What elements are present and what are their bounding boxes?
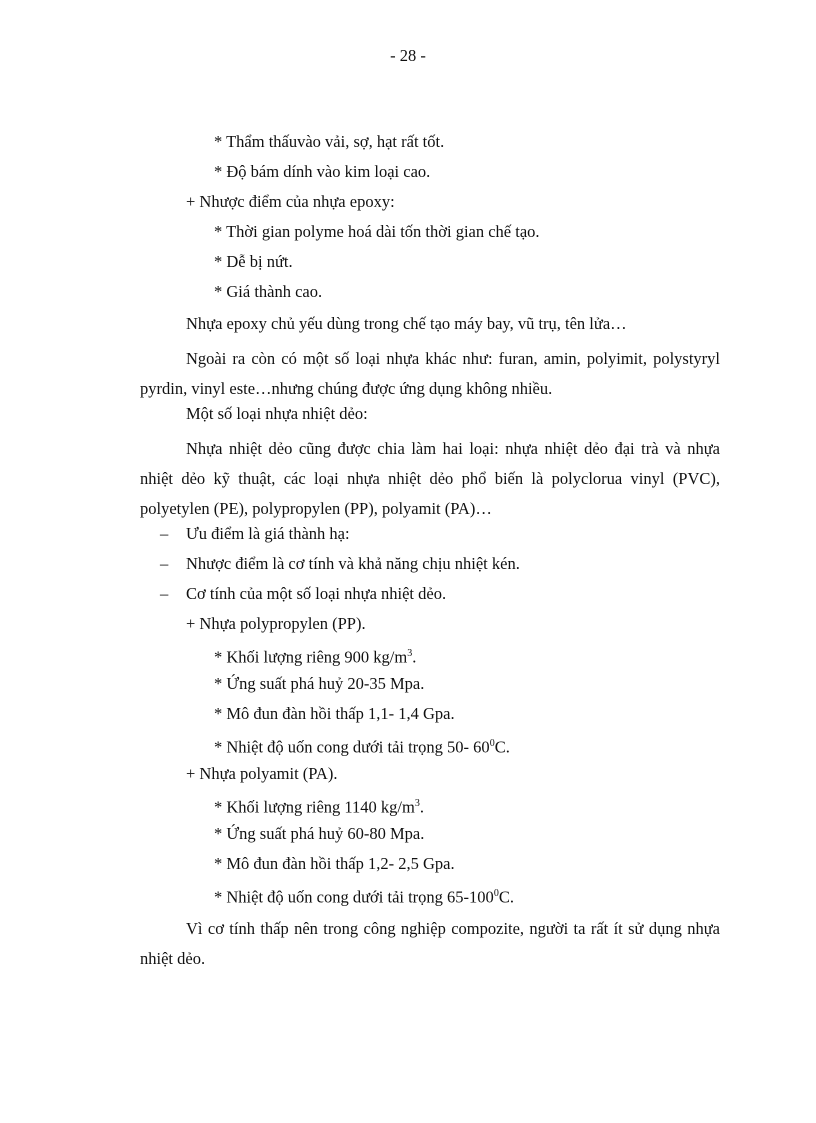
dash-item-mechanical: Cơ tính của một số loại nhựa nhiệt dẻo. (186, 584, 447, 603)
thermoplastic-paragraph: Nhựa nhiệt dẻo cũng được chia làm hai loại: nhựa nhiệt dẻo đại trà và nhựa nhiệt dẻo kỹ thuật, các loại nhựa nhiệt dẻo phổ biến là polyclorua vinyl (PVC), polyetylen (PE), polypropylen (PP), polyamit (PA)… (140, 439, 720, 518)
epoxy-disadvantage-item: * Dễ bị nứt. (214, 252, 293, 271)
dash-item-disadvantage: Nhược điểm là cơ tính và khả năng chịu nhiệt kén. (186, 554, 520, 573)
pa-heading: + Nhựa polyamit (PA). (186, 764, 338, 783)
other-resins-paragraph: Ngoài ra còn có một số loại nhựa khác như: furan, amin, polyimit, polystyryl pyrdin, vinyl este…nhưng chúng được ứng dụng không nhiều. (140, 349, 720, 398)
dash-bullet: – (160, 554, 169, 573)
pp-heading: + Nhựa polypropylen (PP). (186, 614, 366, 633)
dash-bullet: – (160, 524, 169, 543)
epoxy-disadvantage-item: * Thời gian polyme hoá dài tốn thời gian chế tạo. (214, 222, 540, 241)
conclusion-paragraph: Vì cơ tính thấp nên trong công nghiệp compozite, người ta rất ít sử dụng nhựa nhiệt dẻo. (140, 919, 720, 968)
epoxy-disadvantages-heading: + Nhược điểm của nhựa epoxy: (186, 192, 395, 211)
pp-modulus: * Mô đun đàn hồi thấp 1,1- 1,4 Gpa. (214, 704, 455, 723)
epoxy-usage-paragraph: Nhựa epoxy chủ yếu dùng trong chế tạo máy bay, vũ trụ, tên lửa… (186, 314, 627, 333)
dash-bullet: – (160, 584, 169, 603)
pp-stress: * Ứng suất phá huỷ 20-35 Mpa. (214, 674, 425, 693)
epoxy-disadvantage-item: * Giá thành cao. (214, 282, 323, 301)
page-number: - 28 - (390, 46, 426, 65)
pa-modulus: * Mô đun đàn hồi thấp 1,2- 2,5 Gpa. (214, 854, 455, 873)
pp-temperature: * Nhiệt độ uốn cong dưới tải trọng 50- $60^0C$. (214, 737, 510, 757)
pa-temperature: * Nhiệt độ uốn cong dưới tải trọng $65-100^0C$. (214, 887, 514, 907)
thermoplastic-heading: Một số loại nhựa nhiệt dẻo: (186, 404, 368, 423)
dash-item-advantage: Ưu điểm là giá thành hạ: (186, 524, 350, 543)
pa-density: * Khối lượng riêng 1140 $kg/m^3$. (214, 797, 424, 817)
epoxy-advantage-item: * Thẩm thấuvào vải, sợ, hạt rất tốt. (214, 132, 445, 151)
pa-stress: * Ứng suất phá huỷ 60-80 Mpa. (214, 824, 425, 843)
epoxy-advantage-item: * Độ bám dính vào kim loại cao. (214, 162, 431, 181)
pp-density: * Khối lượng riêng 900 $kg/m^3$. (214, 647, 417, 667)
